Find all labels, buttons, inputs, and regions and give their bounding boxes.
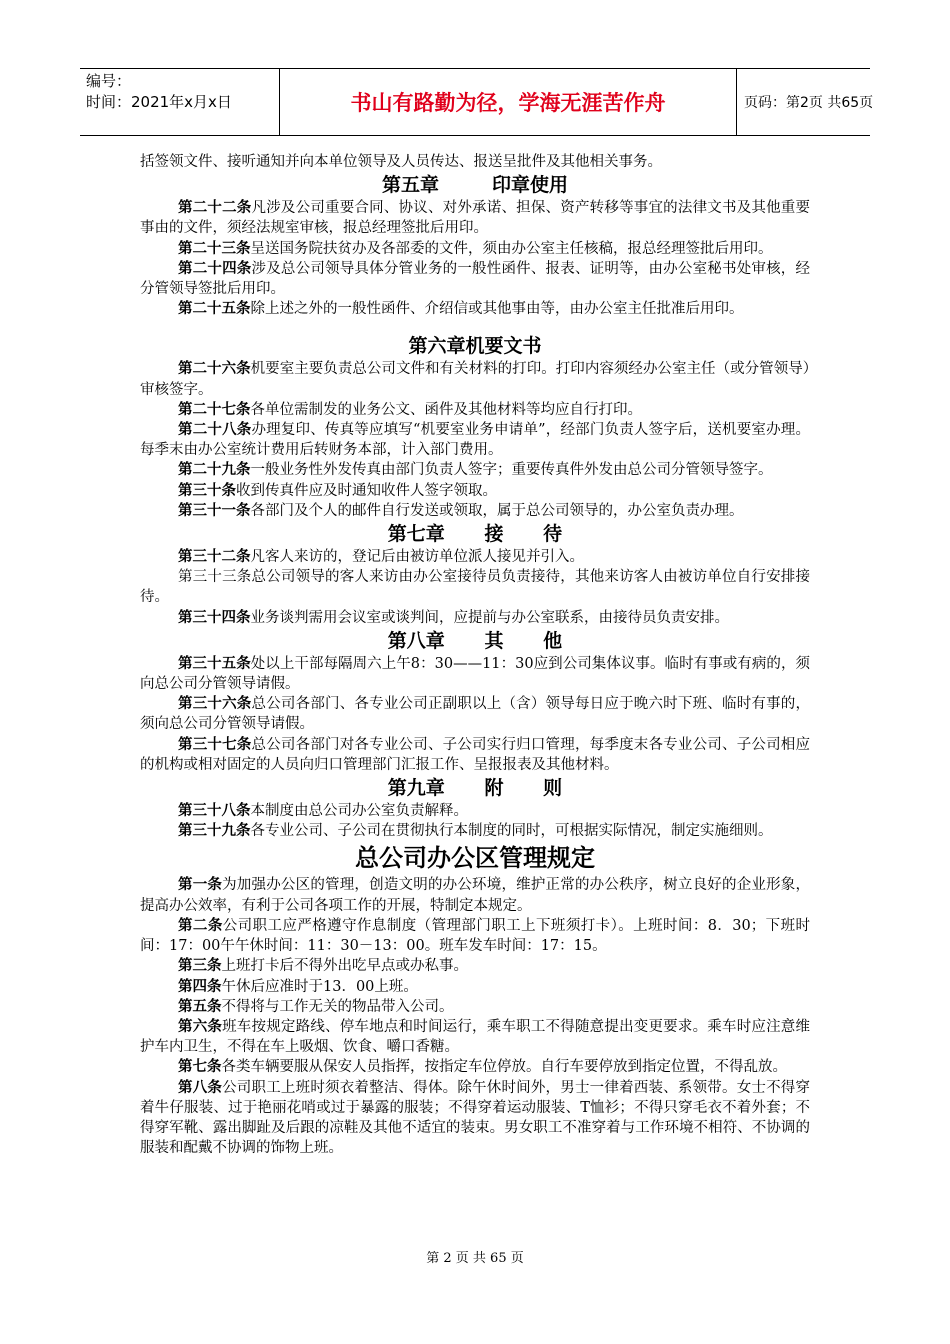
article-number: 第三十八条 xyxy=(178,803,251,820)
article-text: 机要室主要负责总公司文件和有关材料的打印。打印内容须经办公室主任（或分管领导）审核签字。 xyxy=(140,361,811,398)
article-text: 处以上干部每隔周六上午8：30——11：30应到公司集体议事。临时有事或有病的，须向总公司分管领导请假。 xyxy=(140,655,810,693)
article-text: 为加强办公区的管理，创造文明的办公环境，维护正常的办公秩序，树立良好的企业形象，提高办公效率，有利于公司各项工作的开展，特制定本规定。 xyxy=(140,877,810,914)
article-text: 总公司各部门、各专业公司正副职以上（含）领导每日应于晚六时下班、临时有事的，须向总公司分管领导请假。 xyxy=(140,696,811,733)
article-paragraph xyxy=(140,801,810,821)
article-paragraph xyxy=(140,1078,810,1159)
article-text: 办理复印、传真等应填写“机要室业务申请单”，经部门负责人签字后，送机要室办理。每季末由办公室统计费用后转财务本部，计入部门费用。 xyxy=(140,422,810,459)
article-number: 第三十一条 xyxy=(178,502,251,519)
document-title: 总公司办公区管理规定 xyxy=(355,844,595,873)
article-text: 总公司各部门对各专业公司、子公司实行归口管理，每季度末各专业公司、子公司相应的机构或相对固定的人员向归口管理部门汇报工作、呈报报表及其他材料。 xyxy=(140,736,811,773)
header-motto: 书山有路勤为径，学海无涯苦作舟 xyxy=(280,69,737,135)
article-text: 各单位需制发的业务公文、函件及其他材料等均应自行打印。 xyxy=(250,401,642,418)
article-number: 第二十五条 xyxy=(178,301,251,318)
article-paragraph xyxy=(140,460,810,480)
article-text: 括签领文件、接听通知并向本单位领导及人员传达、报送呈批件及其他相关事务。 xyxy=(140,154,662,170)
article-paragraph xyxy=(140,198,810,238)
article-paragraph xyxy=(140,875,810,915)
article-number: 第三十九条 xyxy=(178,823,251,840)
article-text: 不得将与工作无关的物品带入公司。 xyxy=(221,998,454,1015)
article-number: 第二十二条 xyxy=(178,200,252,217)
article-number: 第二十三条 xyxy=(178,240,251,257)
chapter-heading: 第六章机要文书 xyxy=(408,335,542,358)
article-text: 各专业公司、子公司在贯彻执行本制度的同时，可根据实际情况，制定实施细则。 xyxy=(250,823,773,840)
article-paragraph xyxy=(140,359,810,399)
article-text: 班车按规定路线、停车地点和时间运行，乘车职工不得随意提出变更要求。乘车时应注意维护车内卫生，不得在车上吸烟、饮食、嚼口香糖。 xyxy=(140,1018,810,1056)
article-number: 第二条 xyxy=(178,917,223,934)
article-paragraph xyxy=(140,259,810,299)
article-number: 第二十六条 xyxy=(178,361,251,378)
article-number: 第二十九条 xyxy=(178,462,251,479)
article-text: 业务谈判需用会议室或谈判间，应提前与办公室联系，由接待员负责安排。 xyxy=(250,609,729,626)
article-number: 第二十七条 xyxy=(178,401,251,418)
article-number: 第六条 xyxy=(178,1018,223,1035)
article-paragraph xyxy=(140,1057,810,1077)
chapter-heading: 第七章 接 待 xyxy=(387,523,563,546)
article-paragraph xyxy=(140,735,810,775)
article-paragraph xyxy=(140,152,810,172)
article-paragraph xyxy=(140,481,810,501)
article-number: 第五条 xyxy=(178,998,222,1015)
article-number: 第二十四条 xyxy=(178,260,252,277)
header-meta xyxy=(80,69,280,135)
article-paragraph xyxy=(140,567,810,607)
article-number: 第三十二条 xyxy=(178,549,251,566)
chapter-heading: 第八章 其 他 xyxy=(387,629,563,652)
article-number: 第三十五条 xyxy=(178,655,251,672)
article-number: 第二十八条 xyxy=(178,422,252,439)
article-text: 公司职工应严格遵守作息制度（管理部门职工上下班须打卡）。上班时间：8．30；下班时间：17：00午午休时间：11：30－13：00。班车发车时间：17：15。 xyxy=(140,917,810,955)
article-text: 公司职工上班时须衣着整洁、得体。除午休时间外，男士一律着西装、系领带。女士不得穿着牛仔服装、过于艳丽花哨或过于暴露的服装；不得穿着运动服装、T恤衫；不得只穿毛衣不着外套；不得穿军靴、露出脚趾及后跟的凉鞋及其他不适宜的装束。男女职工不准穿着与工作环境不相符、不协调的服装和配戴不协调的饰物上班。 xyxy=(140,1079,810,1157)
article-number: 第七条 xyxy=(178,1059,222,1076)
article-number: 第四条 xyxy=(178,978,222,995)
article-paragraph xyxy=(140,400,810,420)
document-body xyxy=(140,152,810,1158)
article-text: 除上述之外的一般性函件、介绍信或其他事由等，由办公室主任批准后用印。 xyxy=(250,301,744,318)
article-paragraph xyxy=(140,608,810,628)
header-number-label: 编号： xyxy=(86,72,132,90)
article-text: 上班打卡后不得外出吃早点或办私事。 xyxy=(221,958,468,975)
article-paragraph xyxy=(140,654,810,694)
article-paragraph xyxy=(140,916,810,956)
article-number: 第三十四条 xyxy=(178,609,251,626)
article-text: 涉及总公司领导具体分管业务的一般性函件、报表、证明等，由办公室秘书处审核，经分管领导签批后用印。 xyxy=(140,260,811,298)
article-paragraph xyxy=(140,239,810,259)
header-date-label: 时间：2021年x月x日 xyxy=(86,93,232,111)
article-text: 午休后应准时于13．00上班。 xyxy=(221,978,418,995)
article-number: 第一条 xyxy=(178,877,223,894)
chapter-heading: 第五章 印章使用 xyxy=(382,174,568,197)
article-text: 第三十三条总公司领导的客人来访由办公室接待员负责接待，其他来访客人由被访单位自行安排接待。 xyxy=(140,569,810,606)
article-text: 本制度由总公司办公室负责解释。 xyxy=(250,803,468,820)
article-text: 收到传真件应及时通知收件人签字领取。 xyxy=(236,482,497,499)
article-paragraph xyxy=(140,977,810,997)
article-paragraph xyxy=(140,694,810,734)
header-page-info: 页码：第2页 共65页 xyxy=(744,95,874,111)
article-paragraph xyxy=(140,547,810,567)
article-text: 各类车辆要服从保安人员指挥，按指定车位停放。自行车要停放到指定位置，不得乱放。 xyxy=(221,1059,787,1076)
article-text: 凡涉及公司重要合同、协议、对外承诺、担保、资产转移等事宜的法律文书及其他重要事由的文件，须经法规室审核，报总经理签批后用印。 xyxy=(140,200,811,237)
article-paragraph xyxy=(140,420,810,460)
article-paragraph xyxy=(140,501,810,521)
article-paragraph xyxy=(140,1017,810,1057)
article-paragraph xyxy=(140,821,810,841)
article-text: 各部门及个人的邮件自行发送或领取，属于总公司领导的，办公室负责办理。 xyxy=(250,502,744,519)
article-text: 凡客人来访的，登记后由被访单位派人接见并引入。 xyxy=(250,549,584,566)
chapter-heading: 第九章 附 则 xyxy=(387,777,563,800)
article-paragraph xyxy=(140,299,810,319)
page-header xyxy=(80,68,874,136)
page-footer: 第 2 页 共 65 页 xyxy=(426,1251,524,1266)
article-number: 第三十七条 xyxy=(178,736,252,753)
section-spacer xyxy=(140,319,810,333)
article-number: 第三条 xyxy=(178,958,222,975)
article-paragraph xyxy=(140,997,810,1017)
article-text: 呈送国务院扶贫办及各部委的文件，须由办公室主任核稿，报总经理签批后用印。 xyxy=(250,240,773,257)
article-number: 第三十六条 xyxy=(178,696,252,713)
article-number: 第八条 xyxy=(178,1079,223,1096)
article-number: 第三十条 xyxy=(178,482,236,499)
article-paragraph xyxy=(140,956,810,976)
article-text: 一般业务性外发传真由部门负责人签字；重要传真件外发由总公司分管领导签字。 xyxy=(250,462,773,479)
